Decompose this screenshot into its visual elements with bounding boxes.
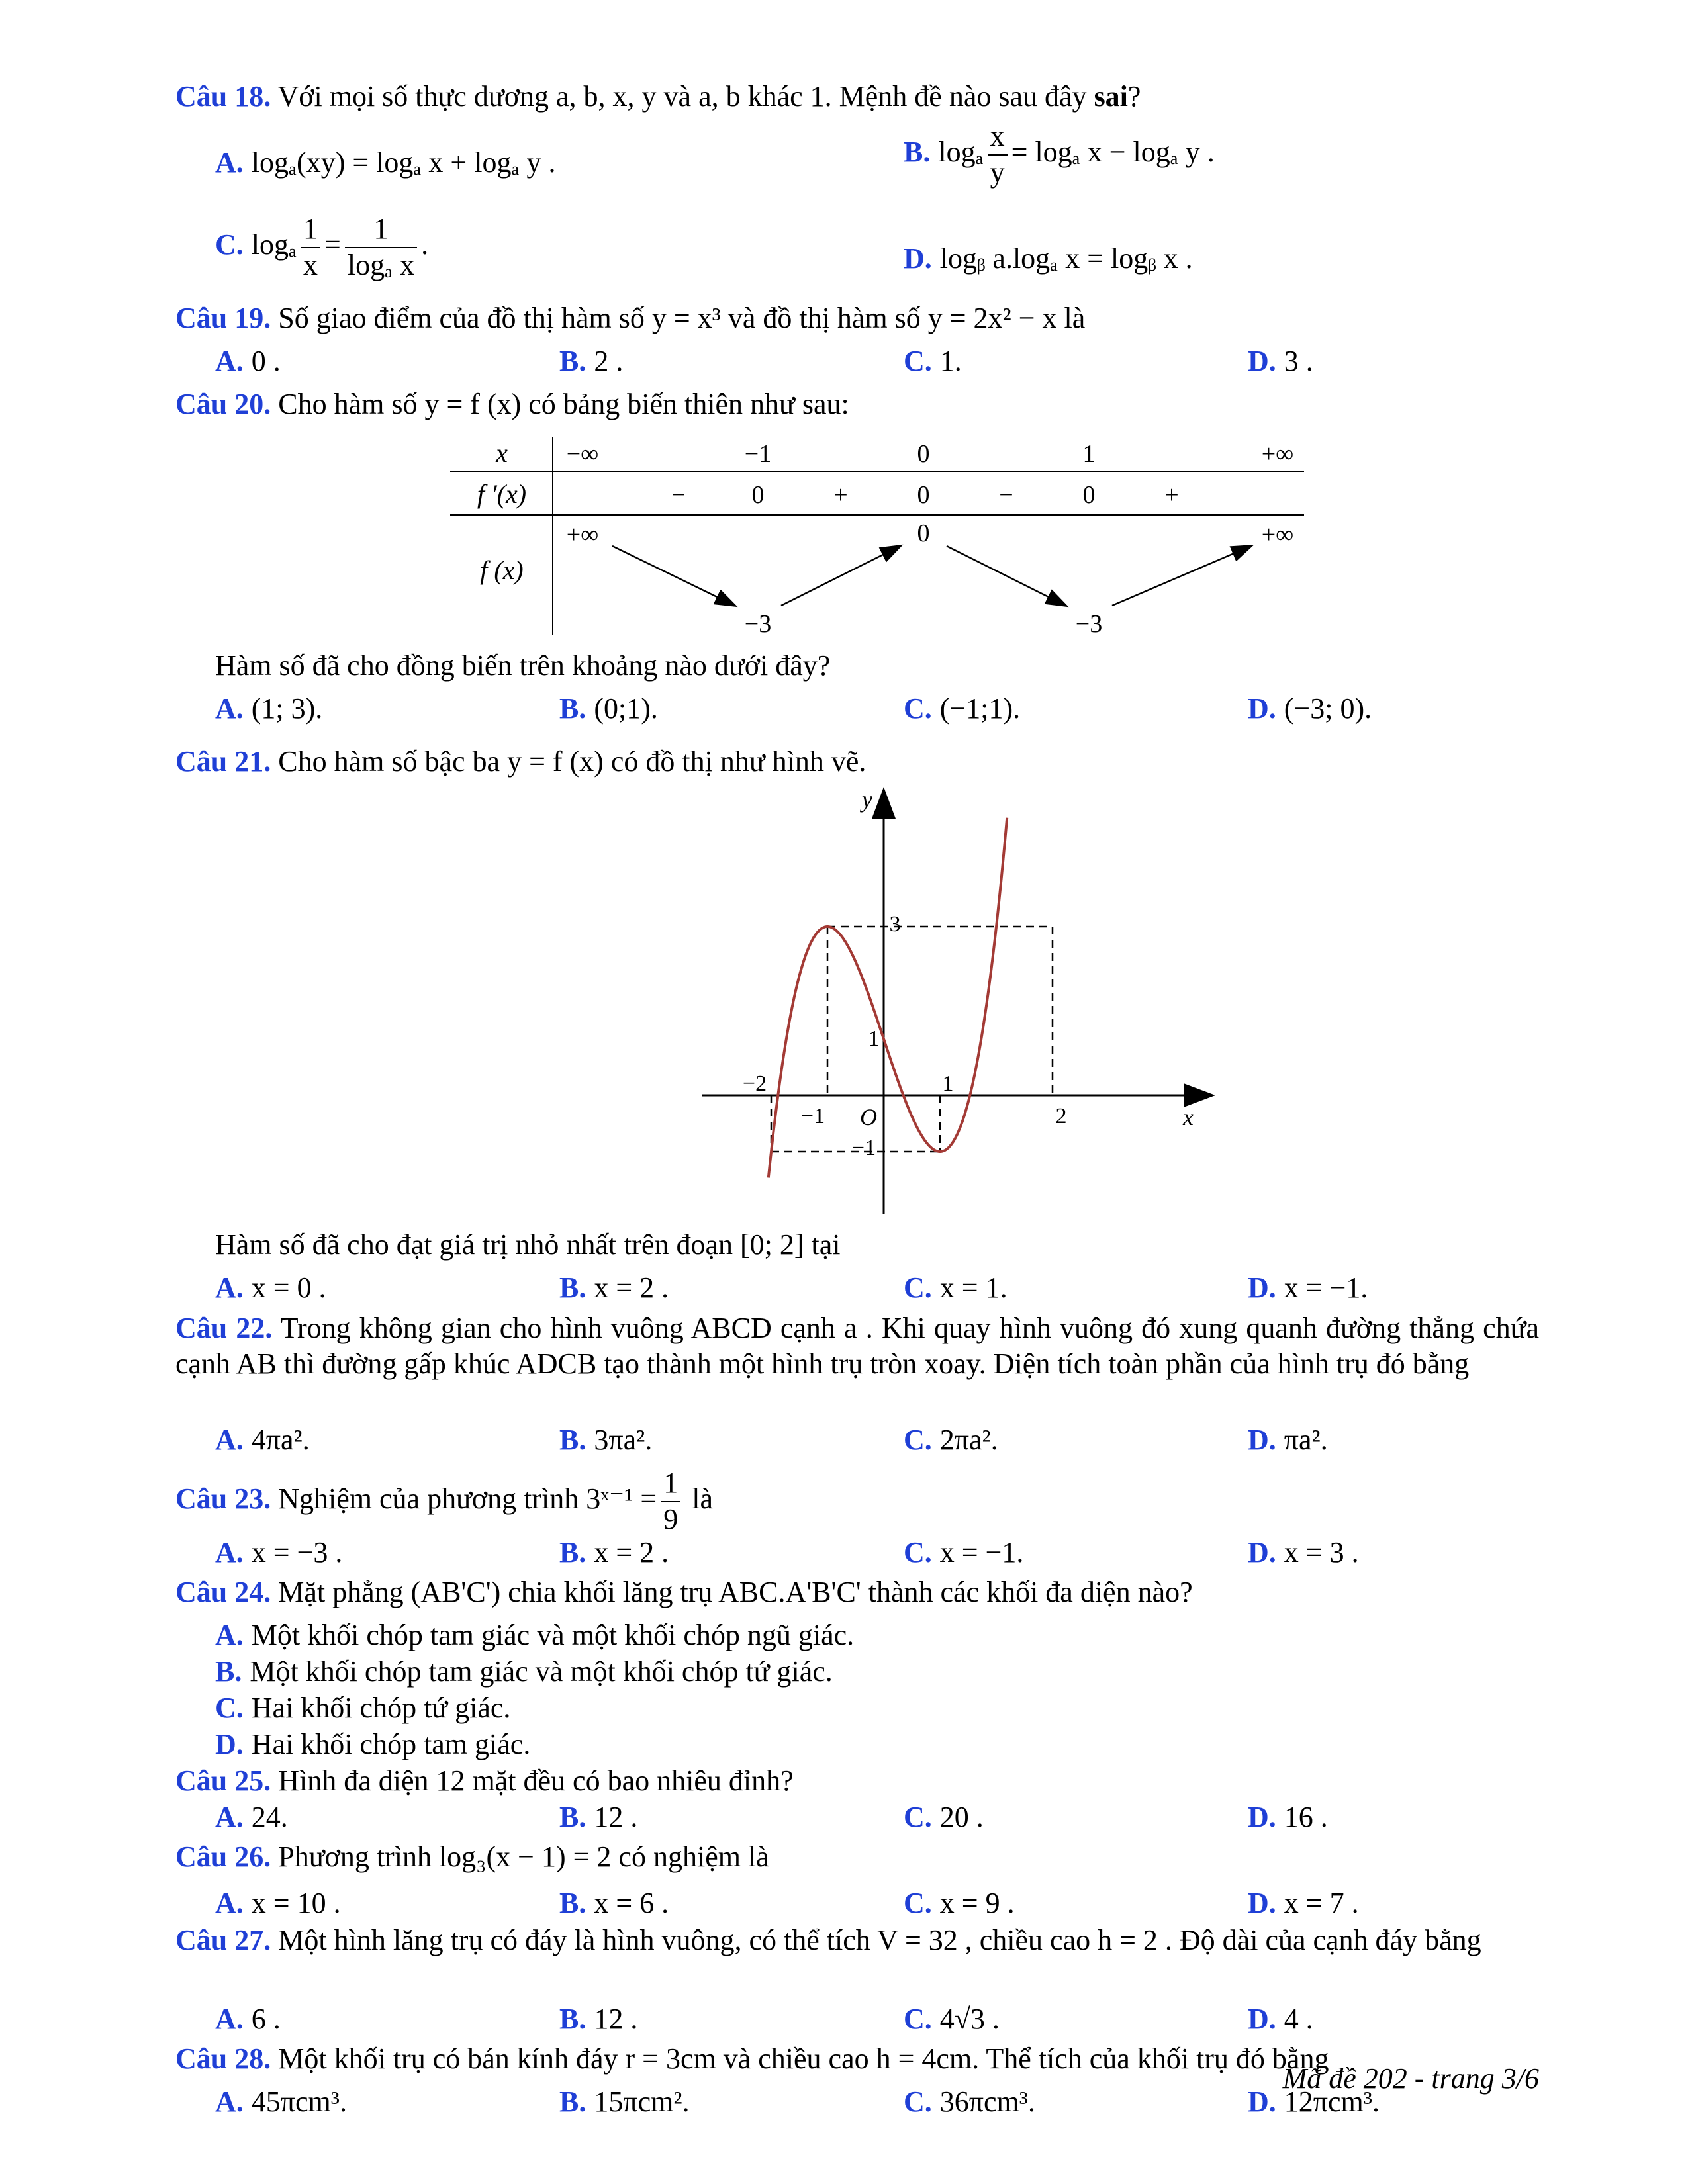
table-x-label: x xyxy=(496,438,508,468)
arrow-down xyxy=(947,546,1066,606)
arrow-up xyxy=(1112,546,1251,606)
fraction: $\frac{1}{9}$ xyxy=(661,1466,680,1537)
option-c[interactable]: C. 4√3 . xyxy=(904,2003,1000,2035)
arrow-down xyxy=(612,546,735,606)
sign: 0 xyxy=(751,481,765,509)
tick-label: 3 xyxy=(889,912,901,936)
option-c[interactable]: C. x = 9 . xyxy=(904,1887,1015,1919)
tick-label: −1 xyxy=(851,1136,876,1160)
option-d[interactable]: D. logᵦ a.logₐ x = logᵦ x . xyxy=(904,242,1193,275)
option-d[interactable]: D. (−3; 0). xyxy=(1248,692,1372,725)
option-b[interactable]: B. x = 2 . xyxy=(559,1271,669,1304)
option-b[interactable]: B. x = 6 . xyxy=(559,1887,669,1919)
tick-label: 2 xyxy=(1055,1104,1067,1128)
option-d[interactable]: D. 4 . xyxy=(1248,2003,1313,2035)
question-28: Câu 28. Một khối trụ có bán kính đáy r = 3cm và chiều cao h = 4cm. Thể tích của khối trụ đó bằng xyxy=(175,2042,1329,2075)
option-b[interactable]: B. logₐ $\frac{x}{y}$ = logₐ x − logₐ y . xyxy=(904,119,1215,191)
question-19: Câu 19. Số giao điểm của đồ thị hàm số y = x³ và đồ thị hàm số y = 2x² − x là xyxy=(175,302,1086,334)
arrow-up xyxy=(781,546,900,606)
sign: 0 xyxy=(1082,481,1096,509)
tick-label: −1 xyxy=(800,1104,825,1128)
option-c[interactable]: C. 2πa². xyxy=(904,1424,998,1456)
option-a[interactable]: A. logₐ(xy) = logₐ x + logₐ y . xyxy=(215,146,556,179)
question-number: Câu 18. xyxy=(175,80,271,113)
option-a[interactable]: A. 6 . xyxy=(215,2003,281,2035)
sign: − xyxy=(671,481,686,509)
question-text: Với mọi số thực dương a, b, x, y và a, b khác 1. Mệnh đề nào sau đây xyxy=(271,80,1094,113)
option-c[interactable]: C. 20 . xyxy=(904,1801,984,1833)
option-a[interactable]: A. 0 . xyxy=(215,345,281,377)
option-c[interactable]: C. 36πcm³. xyxy=(904,2085,1035,2118)
question-27: Câu 27. Một hình lăng trụ có đáy là hình vuông, có thể tích V = 32 , chiều cao h = 2 . Độ dài của cạnh đáy bằng xyxy=(175,1924,1481,1956)
f-value: −3 xyxy=(1075,610,1103,635)
tick-label: 1 xyxy=(942,1071,954,1096)
question-18: Câu 18. Với mọi số thực dương a, b, x, y và a, b khác 1. Mệnh đề nào sau đây sai? xyxy=(175,80,1141,113)
x-value: 1 xyxy=(1082,440,1096,468)
option-d[interactable]: D. x = −1. xyxy=(1248,1271,1368,1304)
question-26: Câu 26. Phương trình log₃(x − 1) = 2 có nghiệm là xyxy=(175,1841,769,1873)
x-value: +∞ xyxy=(1261,440,1294,468)
option-a[interactable]: A. x = −3 . xyxy=(215,1536,343,1569)
option-a[interactable]: A. 24. xyxy=(215,1801,288,1833)
table-f-label: f (x) xyxy=(480,555,524,585)
y-label: y xyxy=(862,786,872,813)
option-c[interactable]: C. (−1;1). xyxy=(904,692,1021,725)
option-a[interactable]: A. 4πa². xyxy=(215,1424,310,1456)
f-value: 0 xyxy=(917,520,930,547)
x-label: x xyxy=(1183,1104,1194,1130)
question-25: Câu 25. Hình đa diện 12 mặt đều có bao nhiêu đỉnh? xyxy=(175,1764,794,1797)
option-b[interactable]: B. (0;1). xyxy=(559,692,658,725)
x-value: −∞ xyxy=(566,440,599,468)
option-b[interactable]: B. 12 . xyxy=(559,1801,638,1833)
option-b[interactable]: B. 12 . xyxy=(559,2003,638,2035)
sign: 0 xyxy=(917,481,930,509)
tick-label: 1 xyxy=(868,1026,880,1051)
option-c[interactable]: C. 1. xyxy=(904,345,962,377)
question-20: Câu 20. Cho hàm số y = f (x) có bảng biến thiên như sau: xyxy=(175,388,849,420)
option-c[interactable]: C. x = −1. xyxy=(904,1536,1024,1569)
tick-label: −2 xyxy=(742,1071,767,1096)
option-a[interactable]: A. 45πcm³. xyxy=(215,2085,347,2118)
option-b[interactable]: B. 2 . xyxy=(559,345,624,377)
option-b[interactable]: B. 15πcm². xyxy=(559,2085,690,2118)
x-value: −1 xyxy=(744,440,772,468)
option-c[interactable]: C. x = 1. xyxy=(904,1271,1008,1304)
option-a[interactable]: A. x = 10 . xyxy=(215,1887,341,1919)
page-footer: Mã đề 202 - trang 3/6 xyxy=(1282,2062,1539,2095)
fraction: $\frac{x}{y}$ xyxy=(988,119,1008,191)
variation-table xyxy=(450,437,1304,635)
option-d[interactable]: D. 3 . xyxy=(1248,345,1313,377)
question-emphasis: sai xyxy=(1094,80,1128,113)
sign: + xyxy=(1164,481,1179,509)
x-value: 0 xyxy=(917,440,930,468)
option-d[interactable]: D. x = 3 . xyxy=(1248,1536,1359,1569)
option-d[interactable]: D. x = 7 . xyxy=(1248,1887,1359,1919)
f-value: +∞ xyxy=(566,521,599,549)
origin-label: O xyxy=(860,1104,877,1130)
option-b[interactable]: B. 3πa². xyxy=(559,1424,653,1456)
question-24: Câu 24. Mặt phẳng (AB'C') chia khối lăng trụ ABC.A'B'C' thành các khối đa diện nào? xyxy=(175,1576,1193,1608)
f-value: −3 xyxy=(744,610,772,635)
table-fp-label: f ′(x) xyxy=(477,479,527,509)
option-d[interactable]: D. 12πcm³. xyxy=(1248,2085,1380,2118)
option-c[interactable]: C. logₐ $\frac{1}{x}$ = $\frac{1}{\text{logₐ x}}$ . xyxy=(215,212,429,281)
option-d[interactable]: D. πa². xyxy=(1248,1424,1328,1456)
question-21: Câu 21. Cho hàm số bậc ba y = f (x) có đồ thị như hình vẽ. xyxy=(175,745,867,778)
option-a[interactable]: A. x = 0 . xyxy=(215,1271,326,1304)
cubic-graph xyxy=(702,784,1231,1221)
option-b[interactable]: B. x = 2 . xyxy=(559,1536,669,1569)
f-value: +∞ xyxy=(1261,521,1294,549)
sign: + xyxy=(833,481,848,509)
sign: − xyxy=(999,481,1013,509)
option-d[interactable]: D. 16 . xyxy=(1248,1801,1328,1833)
question-22: Câu 22. Trong không gian cho hình vuông ABCD cạnh a . Khi quay hình vuông đó xung quanh đường thẳng chứa cạnh AB thì đường gấp khúc ADCB tạo thành một hình trụ tròn xoay. Diện tích toàn phần của hình trụ đó bằng xyxy=(175,1312,1539,1380)
option-a[interactable]: A. (1; 3). xyxy=(215,692,323,725)
question-23: Câu 23. Nghiệm của phương trình 3ˣ⁻¹ = $\frac{1}{9}$ là xyxy=(175,1466,1539,1537)
